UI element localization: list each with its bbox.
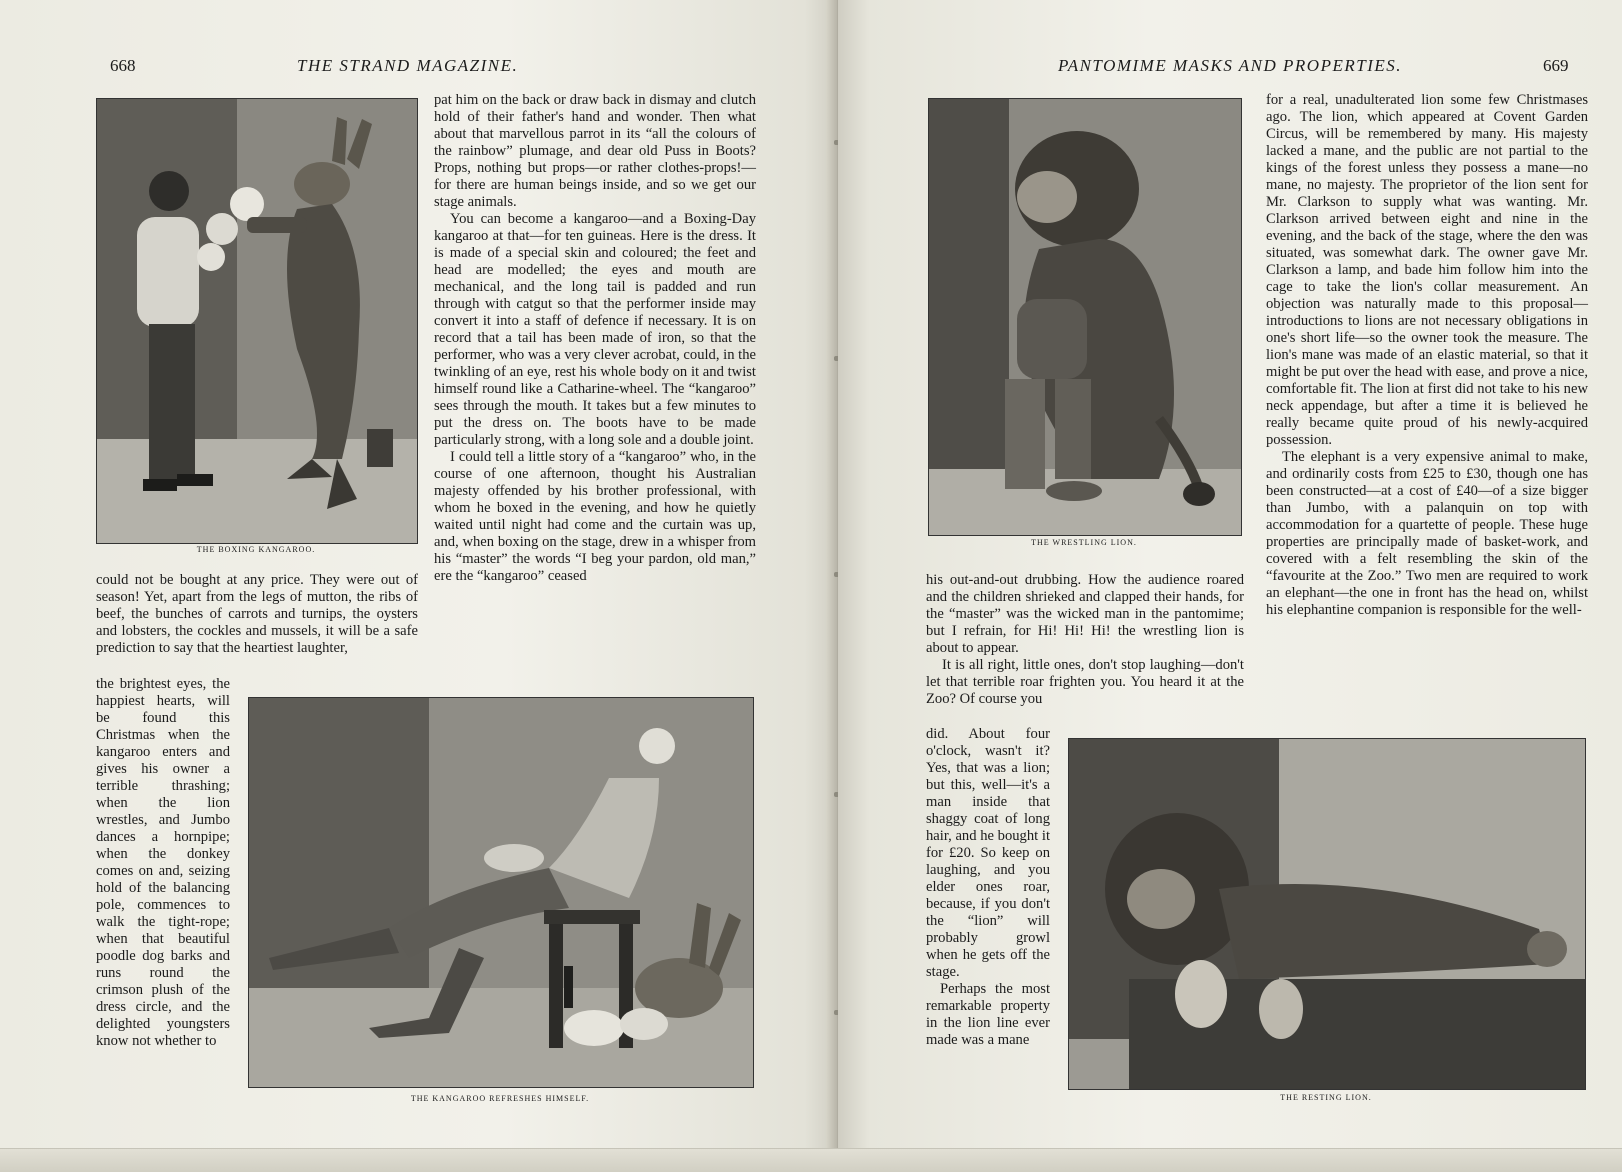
figure-boxing-kangaroo	[96, 98, 418, 544]
figure-resting-lion	[1068, 738, 1586, 1090]
kangaroo-refreshes-illustration	[249, 698, 753, 1087]
paragraph: his out-and-out drubbing. How the audience roared and the children shrieked and clapped their hands, for the “master” was the wicked man in the pantomime; but I refrain, for Hi! Hi! Hi! the wrestling lion is about to appear.	[926, 572, 1244, 656]
boxing-kangaroo-illustration	[97, 99, 417, 543]
left-column-1-text	[96, 572, 418, 657]
paragraph: Perhaps the most remarkable property in the lion line ever made was a mane	[926, 981, 1050, 1048]
wrestling-lion-illustration	[929, 99, 1241, 535]
right-page	[838, 0, 1622, 1171]
right-narrow-column	[926, 726, 1050, 1049]
caption-kangaroo-refreshes: THE KANGAROO REFRESHES HIMSELF.	[410, 1094, 590, 1103]
figure-wrestling-lion	[928, 98, 1242, 536]
left-narrow-column	[96, 676, 230, 1050]
paragraph: did. About four o'clock, wasn't it? Yes, that was a lion; but this, well—it's a man inside that shaggy coat of long hair, and he bought it for £20. So keep on laughing, and you elder ones roar, because, if you don't the “lion” will probably growl when he gets off the stage.	[926, 726, 1050, 980]
resting-lion-illustration	[1069, 739, 1585, 1089]
paragraph: could not be bought at any price. They were out of season! Yet, apart from the legs of mutton, the ribs of beef, the bunches of carrots and turnips, the oysters and lobsters, the cockles and mussels, it will be a safe prediction to say that the heartiest laughter,	[96, 572, 418, 656]
caption-resting-lion: THE RESTING LION.	[1280, 1093, 1372, 1102]
paragraph: It is all right, little ones, don't stop laughing—don't let that terrible roar frighten you. You heard it at the Zoo? Of course you	[926, 657, 1244, 707]
caption-wrestling-lion: THE WRESTLING LION.	[1031, 538, 1137, 547]
page-bottom-edge	[0, 1148, 1622, 1172]
running-head-right: PANTOMIME MASKS AND PROPERTIES.	[1058, 56, 1402, 75]
page-number-right: 669	[1543, 56, 1569, 75]
right-column-2	[1266, 92, 1588, 619]
paragraph: The elephant is a very expensive animal to make, and ordinarily costs from £25 to £30, though one has been constructed—at a cost of £40—of a size bigger than Jumbo, with a palanquin on top with accommodation for a quartette of people. These huge properties are principally made of basket-work, and covered with a felt resembling the skin of the “favourite at the Zoo.” Two men are required to work an elephant—the one in front has the head on, whilst his elephantine companion is responsible for the well-	[1266, 449, 1588, 618]
paragraph: I could tell a little story of a “kangaroo” who, in the course of one afternoon, thought his Australian majesty offended by his brother professional, with whom he boxed in the evening, and how he quietly waited until night had come and the curtain was up, and, when boxing on the stage, drew in a whisper from his “master” the words “I beg your pardon, old man,” ere the “kangaroo” ceased	[434, 449, 756, 584]
figure-kangaroo-refreshes	[248, 697, 754, 1088]
right-column-1-text	[926, 572, 1244, 708]
page-number-left: 668	[110, 56, 136, 75]
paragraph: for a real, unadulterated lion some few Christmases ago. The lion, which appeared at Covent Garden Circus, will be remembered by many. His majesty lacked a mane, and the public are not partial to the kings of the forest unless they possess a mane—no mane, no majesty. The proprietor of the lion sent for Mr. Clarkson to supply what was wanting. Mr. Clarkson arrived between eight and nine in the evening, and the back of the stage, where the den was situated, was somewhat dark. The owner gave Mr. Clarkson a lamp, and bade him follow him into the cage to take the lion's collar measurement. An objection was naturally made to this proposal—introductions to lions are not necessary obligations in one's short life—so the owner took the measure. The lion's mane was made of an elastic material, so that it might be put over the head with ease, and prove a nice, comfortable fit. The lion at first did not take to his new neck appendage, but after a time it is believed he really became quite proud of his newly-acquired possession.	[1266, 92, 1588, 448]
paragraph: pat him on the back or draw back in dismay and clutch hold of their father's hand and wonder. Then what about that marvellous parrot in its “all the colours of the rainbow” plumage, and dear old Puss in Boots? Props, nothing but props—or rather clothes-props!—for there are human beings inside, and so we get our stage animals.	[434, 92, 756, 210]
paragraph: the brightest eyes, the happiest hearts, will be found this Christmas when the kangaroo enters and gives his owner a terrible thrashing; when the lion wrestles, and Jumbo dances a hornpipe; when the donkey comes on and, seizing hold of the balancing pole, commences to walk the tight-rope; when that beautiful poodle dog barks and runs round the crimson plush of the dress circle, and the delighted youngsters know not whether to	[96, 676, 230, 1049]
paragraph: You can become a kangaroo—and a Boxing-Day kangaroo at that—for ten guineas. Here is the dress. It is made of a special skin and coloured; the feet and head are modelled; the eyes and mouth are mechanical, and the long tail is padded and run through with catgut so that the performer inside may convert it into a staff of defence if necessary. It is on record that a tail has been made of iron, so that the performer, who was a very clever acrobat, could, in the twinkling of an eye, rest his whole body on it and twist himself round like a Catharine-wheel. The “kangaroo” sees through the mouth. It takes but a few minutes to put the dress on. The boots have to be made particularly strong, with a long sole and a double joint.	[434, 211, 756, 448]
running-head-left: THE STRAND MAGAZINE.	[297, 56, 519, 75]
caption-boxing-kangaroo: THE BOXING KANGAROO.	[196, 545, 316, 554]
left-column-2	[434, 92, 756, 585]
